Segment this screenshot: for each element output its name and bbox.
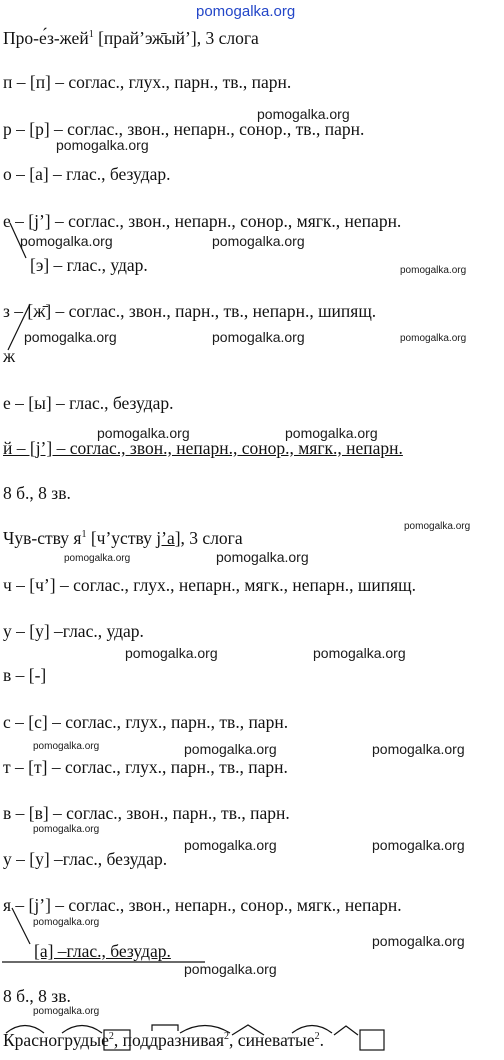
word1-letter-o: о – [а] – глас., безудар. (3, 164, 171, 184)
word2-letter-ch: ч – [ч’] – соглас., глух., непарн., мягк., непарн., шипящ. (3, 575, 416, 595)
morpheme-ending-box1 (104, 1030, 130, 1050)
morpheme-suffix-mark (232, 1025, 264, 1035)
word1-letter-p: п – [п] – соглас., глух., парн., тв., парн. (3, 72, 292, 92)
morpheme-end: . (319, 1030, 324, 1050)
word2-letter-ya: я – [j’] – соглас., звон., непарн., сонор., мягк., непарн. (3, 895, 402, 915)
word2-total: 8 б., 8 зв. (3, 986, 71, 1006)
word1-transcription: [прай’эж̄ый’], 3 слога (93, 28, 259, 48)
word2-letter-u2: у – [у] –глас., безудар. (3, 849, 168, 869)
watermark: pomogalka.org (20, 233, 113, 249)
morpheme-footnote-2: 2 (224, 1031, 230, 1043)
watermark: pomogalka.org (33, 741, 100, 752)
watermark: pomogalka.org (184, 837, 277, 853)
morpheme-prefix-mark (152, 1025, 178, 1031)
word2-transcription-post: ], 3 слога (174, 528, 243, 548)
word2-syllables: Чув-ству я (3, 528, 82, 548)
watermark: pomogalka.org (212, 233, 305, 249)
morpheme-root-arc2 (180, 1026, 230, 1034)
word2-transcription-underlined: j’а (156, 528, 175, 548)
watermark: pomogalka.org (400, 333, 467, 344)
morpheme-ending-box2 (360, 1030, 384, 1050)
word2-transcription-pre: [ч’уству (86, 528, 157, 548)
word1-footnote: 1 (88, 29, 94, 41)
watermark: pomogalka.org (372, 741, 465, 757)
morpheme-word-poddraznivaya: поддразнивая (122, 1030, 225, 1050)
watermark: pomogalka.org (372, 933, 465, 949)
word1-letter-e2: е – [ы] – глас., безудар. (3, 393, 174, 413)
morpheme-separator-1: , (113, 1030, 123, 1050)
morpheme-arc-root1 (6, 1026, 44, 1034)
morpheme-footnote-3: 2 (314, 1031, 320, 1043)
word1-letter-e: е – [j’] – соглас., звон., непарн., сонор., мягк., непарн. (3, 211, 402, 231)
word1-letter-r: р – [р] – соглас., звон., непарн., сонор., тв., парн. (3, 119, 365, 139)
watermark: pomogalka.org (184, 961, 277, 977)
morpheme-root-arc3 (292, 1026, 332, 1034)
watermark: pomogalka.org (404, 521, 471, 532)
watermark: pomogalka.org (24, 329, 117, 345)
word1-letter-j: й – [j’] – соглас., звон., непарн., сонор., мягк., непарн. (3, 438, 403, 458)
watermark: pomogalka.org (257, 106, 350, 122)
morpheme-arc-root2 (62, 1026, 102, 1034)
morpheme-word-krasnogrudye: Красногрудые (3, 1030, 109, 1050)
watermark: pomogalka.org (33, 1006, 100, 1017)
watermark: pomogalka.org (56, 137, 149, 153)
word2-letter-v2: в – [в] – соглас., звон., парн., тв., парн. (3, 803, 290, 823)
word1-letter-zh: ж (3, 346, 16, 366)
word1-letter-z: з – [ж̄] – соглас., звон., парн., тв., непарн., шипящ. (3, 301, 377, 321)
word1-total: 8 б., 8 зв. (3, 483, 71, 503)
watermark: pomogalka.org (33, 917, 100, 928)
morpheme-word-sinevatye: синеватые (237, 1030, 315, 1050)
watermark: pomogalka.org (212, 329, 305, 345)
watermark: pomogalka.org (64, 553, 131, 564)
watermark-top: pomogalka.org (196, 3, 296, 20)
watermark: pomogalka.org (400, 265, 467, 276)
word1-syllables: Про-е́з-жей (3, 28, 89, 48)
watermark: pomogalka.org (372, 837, 465, 853)
watermark: pomogalka.org (216, 549, 309, 565)
word2-ya-branch-line (12, 908, 30, 944)
morpheme-footnote-1: 2 (108, 1031, 114, 1043)
morpheme-suffix-mark2 (334, 1026, 358, 1035)
word1-letter-e-second: [э] – глас., удар. (30, 255, 148, 275)
watermark: pomogalka.org (285, 425, 378, 441)
word2-letter-u: у – [у] –глас., удар. (3, 621, 144, 641)
watermark: pomogalka.org (97, 425, 190, 441)
word2-letter-v: в – [-] (3, 665, 47, 685)
watermark: pomogalka.org (313, 645, 406, 661)
watermark: pomogalka.org (184, 741, 277, 757)
watermark: pomogalka.org (125, 645, 218, 661)
word2-footnote: 1 (81, 529, 87, 541)
morpheme-separator-2: , (229, 1030, 238, 1050)
word2-letter-t: т – [т] – соглас., глух., парн., тв., парн. (3, 757, 288, 777)
word2-letter-ya-second: [а] –глас., безудар. (34, 941, 171, 961)
word2-letter-s: с – [с] – соглас., глух., парн., тв., парн. (3, 712, 289, 732)
watermark: pomogalka.org (33, 824, 100, 835)
